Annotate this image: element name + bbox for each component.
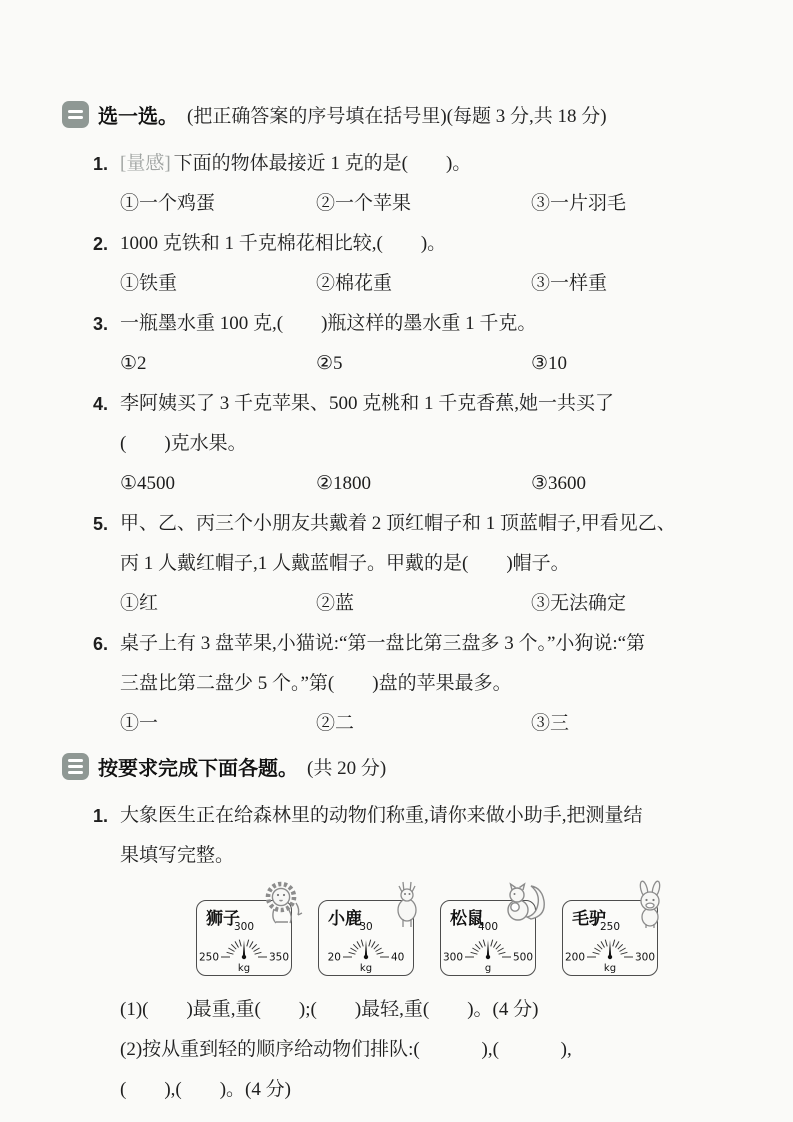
option-3: ③一片羽毛 [531,193,627,214]
worksheet-content [62,94,740,1110]
question-text: 李阿姨买了 3 千克苹果、500 克桃和 1 千克香蕉,她一共买了 [120,393,615,414]
option-1: ①一 [120,713,159,734]
question-text: 甲、乙、丙三个小朋友共戴着 2 顶红帽子和 1 顶蓝帽子,甲看见乙、 [120,513,676,534]
section-two-header [62,94,740,134]
dial-right-value: 500 [513,951,534,964]
animal-name: 松鼠 [450,909,484,928]
options-row [120,184,740,224]
options-row [120,704,740,744]
section-two-icon [62,101,89,128]
subquestion-1: (1)( )最重,重( );( )最轻,重( )。(4 分) [120,999,539,1020]
dial-left-value: 250 [198,951,219,964]
dial-needle [365,940,367,955]
question-number: 1. [93,806,109,826]
question-number: 3. [93,314,109,334]
question-text-continued: 丙 1 人戴红帽子,1 人戴蓝帽子。甲戴的是( )帽子。 [120,553,570,574]
section-title: 选一选。 [98,105,178,128]
dial-right-value: 40 [391,951,405,964]
question-text-continued: ( )克水果。 [120,433,247,454]
section-subtitle: (把正确答案的序号填在括号里)(每题 3 分,共 18 分) [187,105,607,127]
options-row [120,264,740,304]
deer-icon [385,879,427,929]
scale-card-lion [196,900,292,976]
option-1: ①红 [120,593,159,614]
animal-name: 毛驴 [572,909,606,928]
knowledge-tag: [量感] [120,153,171,174]
question-number: 6. [93,634,109,654]
dial-top-value: 400 [477,921,499,933]
question-number: 2. [93,234,109,254]
dial-right-value: 300 [635,951,656,964]
question-6 [62,624,740,744]
dial-unit: kg [359,963,373,974]
lion-icon [259,879,305,927]
question-4 [62,384,740,504]
question-text: 1000 克铁和 1 千克棉花相比较,( )。 [120,233,447,254]
option-2: ②1800 [316,473,372,494]
dial-top-value: 300 [233,921,255,933]
option-3: ③10 [531,353,568,374]
option-2: ②蓝 [316,593,355,614]
option-2: ②二 [316,713,355,734]
dial-left-value: 300 [442,951,463,964]
dial-unit: kg [603,963,617,974]
section-three-icon [62,753,89,780]
options-row [120,584,740,624]
question-text: 桌子上有 3 盘苹果,小猫说:“第一盘比第三盘多 3 个。”小狗说:“第 [120,633,646,654]
option-2: ②一个苹果 [316,193,412,214]
dial-unit: g [484,963,492,974]
option-1: ①4500 [120,473,176,494]
dial-needle [487,940,489,955]
option-1: ①一个鸡蛋 [120,193,216,214]
option-3: ③无法确定 [531,593,627,614]
animal-name: 狮子 [206,909,240,928]
option-1: ①2 [120,353,147,374]
option-1: ①铁重 [120,273,178,294]
donkey-icon [629,879,671,929]
scale-card-squirrel [440,900,536,976]
option-3: ③三 [531,713,570,734]
subquestion-2-line-2: ( ),( )。(4 分) [120,1079,291,1100]
question-5 [62,504,740,624]
question-text: 大象医生正在给森林里的动物们称重,请你来做小助手,把测量结 [120,805,643,826]
dial-top-value: 30 [359,921,373,933]
section-subtitle: (共 20 分) [307,757,387,779]
option-3: ③一样重 [531,273,608,294]
squirrel-icon [501,879,549,927]
section-title: 按要求完成下面各题。 [98,757,298,780]
options-row [120,464,740,504]
dial-unit: kg [237,963,251,974]
scale-card-donkey [562,900,658,976]
question-text-continued: 三盘比第二盘少 5 个。”第( )盘的苹果最多。 [120,673,512,694]
dial-needle [609,940,611,955]
animal-scales-row [196,900,740,982]
options-row [120,344,740,384]
question-text: 下面的物体最接近 1 克的是( )。 [173,153,472,174]
dial-left-value: 20 [327,951,341,964]
dial-right-value: 350 [269,951,290,964]
question-2 [62,224,740,304]
question-number: 5. [93,514,109,534]
animal-name: 小鹿 [328,909,362,928]
dial-left-value: 200 [564,951,585,964]
question-3 [62,304,740,384]
option-3: ③3600 [531,473,587,494]
section-three-header [62,746,740,786]
question-1 [62,144,740,224]
question-text-continued: 果填写完整。 [120,845,235,866]
question-number: 1. [93,154,109,174]
question-text: 一瓶墨水重 100 克,( )瓶这样的墨水重 1 千克。 [120,313,537,334]
option-2: ②5 [316,353,343,374]
subquestion-2-line-1: (2)按从重到轻的顺序给动物们排队:( ),( ), [120,1039,572,1060]
section-three-question-1 [62,796,740,1110]
dial-top-value: 250 [599,921,621,933]
question-number: 4. [93,394,109,414]
dial-needle [243,940,245,955]
scale-card-deer [318,900,414,976]
option-2: ②棉花重 [316,273,393,294]
